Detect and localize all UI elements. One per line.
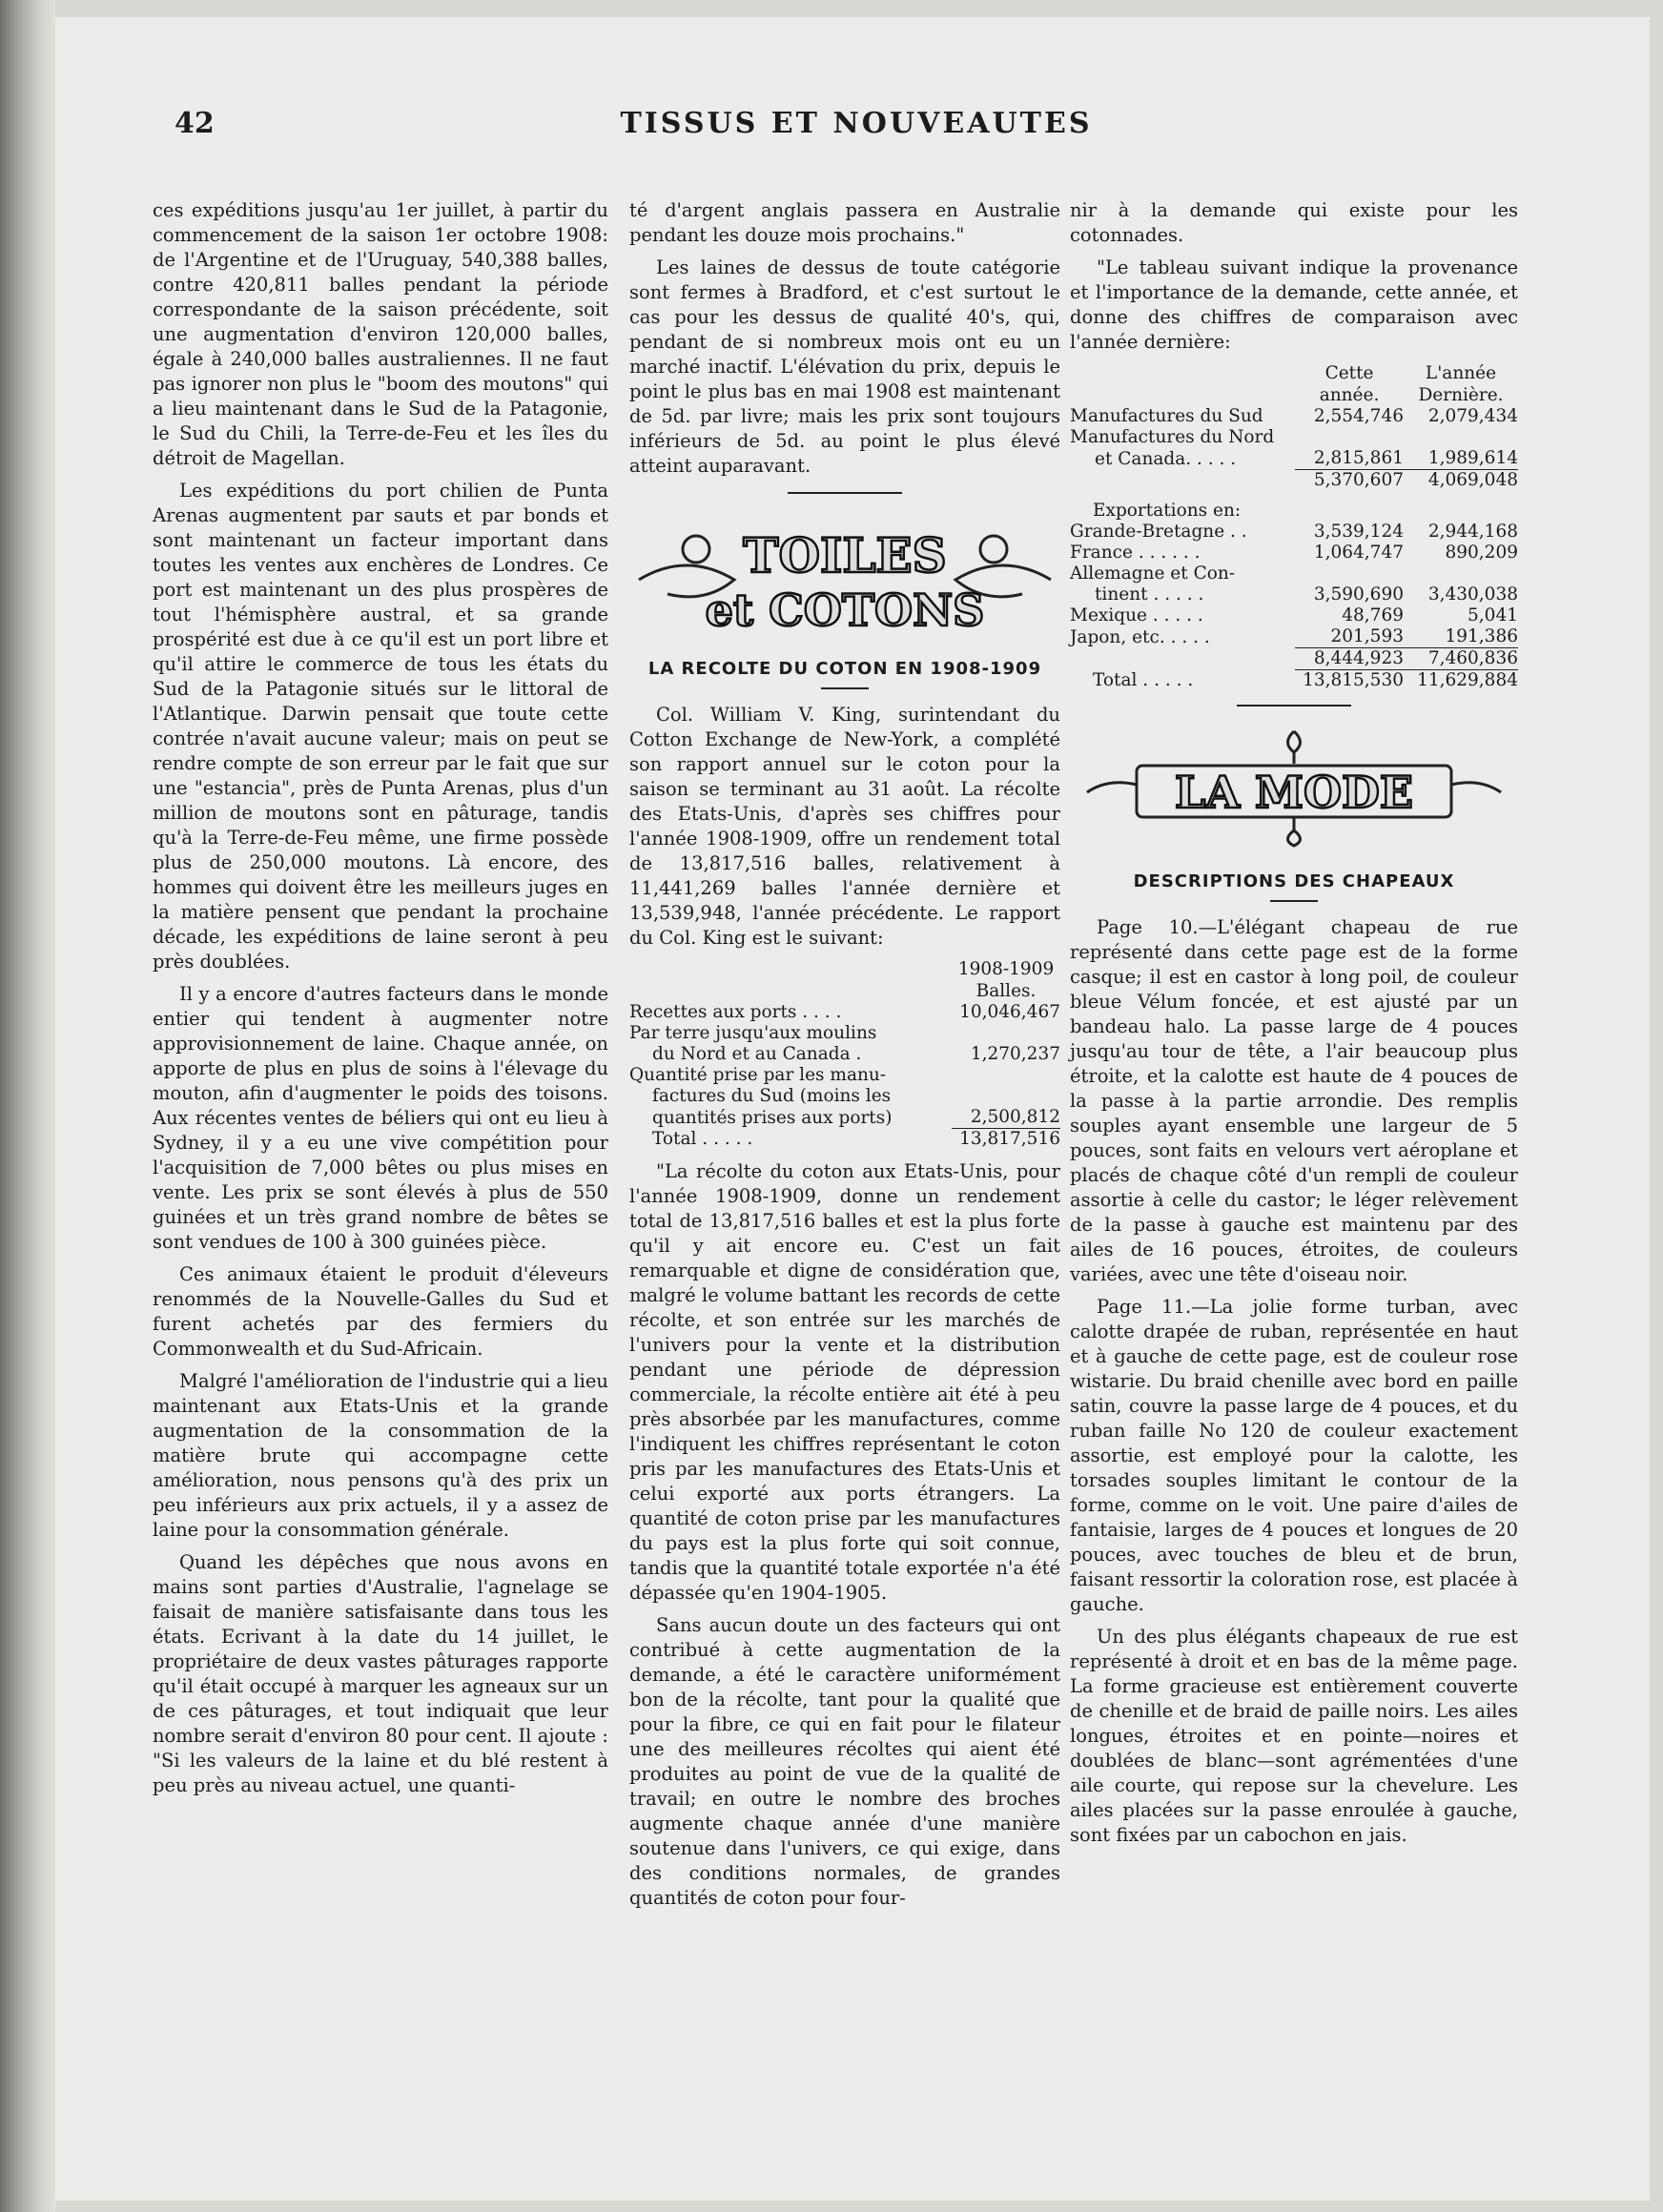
table-header: L'année xyxy=(1425,363,1497,383)
section-heading: LA RECOLTE DU COTON EN 1908-1909 xyxy=(647,659,1042,679)
table-row: Mexique . . . . . 48,769 5,041 xyxy=(1070,605,1518,625)
ornament-top xyxy=(1288,731,1301,752)
column-1 xyxy=(153,198,608,1806)
table-row: factures du Sud (moins les xyxy=(652,1086,892,1106)
flower-ornament-left xyxy=(683,536,709,563)
section-heading: DESCRIPTIONS DES CHAPEAUX xyxy=(1133,871,1455,891)
cotton-harvest-table xyxy=(629,958,1060,1150)
ornament-bottom xyxy=(1288,830,1301,846)
table-row: Manufactures du Sud 2,554,746 2,079,434 xyxy=(1070,406,1518,426)
divider xyxy=(1270,900,1318,902)
paragraph: té d'argent anglais passera en Australie pendant les douze mois prochains." xyxy=(629,199,1060,246)
column-3 xyxy=(1070,198,1518,1855)
table-row: tinent . . . . . 3,590,690 3,430,038 xyxy=(1095,584,1518,604)
flower-ornament-right xyxy=(980,536,1007,563)
paragraph: Malgré l'amélioration de l'industrie qui a lieu maintenant aux Etats-Unis et la grande augmentation de la consommation de la matière brute qui accompagne cette amélioration, nous pensons qu'à des prix un peu inférieurs aux prix actuels, il y a assez de laine pour la consommation générale. xyxy=(153,1370,608,1541)
divider xyxy=(821,687,869,689)
divider xyxy=(1237,705,1351,707)
cotton-demand-table xyxy=(1070,362,1518,691)
toiles-et-cotons-banner xyxy=(629,513,1060,635)
paragraph: Ces animaux étaient le produit d'éleveurs renommés de la Nouvelle-Galles du Sud et furent achetés par des fermiers du Commonwealth et du Sud-Africain. xyxy=(153,1263,608,1360)
banner-line-1: TOILES xyxy=(743,527,947,584)
paragraph: nir à la demande qui existe pour les cotonnades. xyxy=(1070,199,1518,246)
table-row: Exportations en: xyxy=(1093,501,1242,521)
page-header xyxy=(175,107,1538,164)
table-row: Allemagne et Con- xyxy=(1070,563,1236,584)
table-row: Par terre jusqu'aux moulins xyxy=(629,1023,877,1043)
table-row: Grande-Bretagne . . 3,539,124 2,944,168 xyxy=(1070,522,1518,542)
paragraph: "Le tableau suivant indique la provenance et l'importance de la demande, cette année, et donne des chiffres de comparaison avec l'année dernière: xyxy=(1070,256,1518,353)
table-row: et Canada. . . . . 2,815,861 1,989,614 xyxy=(1095,448,1518,469)
table-total-row: Total . . . . . 13,817,516 xyxy=(652,1129,1060,1149)
banner-line-2: et COTONS xyxy=(705,584,985,635)
table-subtotal-row: 8,444,923 7,460,836 xyxy=(1070,648,1518,670)
scan-binding-edge xyxy=(0,0,55,2212)
table-header: 1908-1909 xyxy=(957,959,1055,979)
table-row: France . . . . . . 1,064,747 890,209 xyxy=(1070,543,1518,563)
table-row: Recettes aux ports . . . . 10,046,467 xyxy=(629,1002,1060,1022)
column-2 xyxy=(629,198,1060,1918)
paragraph: Quand les dépêches que nous avons en mains sont parties d'Australie, l'agnelage se faisait de manière satisfaisante dans tous les états. Ecrivant à la date du 14 juillet, le propriétaire de deux vastes pâturages rapporte qu'il était occupé à marquer les agneaux sur un de ces pâturages, et tout indiquait que leur nombre serait d'environ 80 pour cent. Il ajoute : "Si les valeurs de la laine et du blé restent à peu près au niveau actuel, une quanti- xyxy=(153,1551,608,1796)
table-row: quantités prises aux ports) 2,500,812 xyxy=(652,1107,1060,1128)
paragraph: Il y a encore d'autres facteurs dans le monde entier qui tendent à augmenter notre approvisionnement de laine. Chaque année, on apporte de plus en plus de soins à l'élevage du mouton, afin d'augmenter le poids des toisons. Aux récentes ventes de béliers qui ont eu lieu à Sydney, il y a eu une vive compétition pour l'acquisition de 7,000 bêtes ou plus mises en vente. Les prix se sont élevés à plus de 550 guinées et un très grand nombre de bêtes se sont vendues de 100 à 300 guinées pièce. xyxy=(153,983,608,1253)
table-row: Manufactures du Nord xyxy=(1070,427,1275,447)
table-row: du Nord et au Canada . 1,270,237 xyxy=(652,1044,1060,1064)
running-title: TISSUS ET NOUVEAUTES xyxy=(620,107,1093,140)
table-row: Quantité prise par les manu- xyxy=(629,1065,887,1085)
table-header: Cette xyxy=(1324,363,1374,383)
table-header: Dernière. xyxy=(1418,385,1504,405)
paragraph: Sans aucun doute un des facteurs qui ont contribué à cette augmentation de la demande, a été le caractère uniformément bon de la récolte, tant pour la qualité que pour la fibre, ce qui en fait pour le filateur une des meilleures récoltes qui aient été produites au point de vue de la qualité de travail; en outre le nombre des broches augmente chaque année d'une manière soutenue dans l'univers, ce qui exige, dans des conditions normales, de grandes quantités de coton pour four- xyxy=(629,1614,1060,1909)
table-header: Balles. xyxy=(975,981,1037,1001)
table-row: Japon, etc. . . . . 201,593 191,386 xyxy=(1070,626,1518,647)
paragraph: Les laines de dessus de toute catégorie sont fermes à Bradford, et c'est surtout le cas pour les dessus de qualité 40's, qui, pendant de si nombreux mois ont eu un marché inactif. L'élévation du prix, depuis le point le plus bas en mai 1908 est maintenant de 5d. par livre; mais les prix sont toujours inférieurs de 5d. au point le plus élevé atteint auparavant. xyxy=(629,256,1060,477)
la-mode-banner xyxy=(1070,726,1518,848)
paragraph: Un des plus élégants chapeaux de rue est représenté à droit et en bas de la même page. La forme gracieuse est entièrement couverte de chenille et de braid de paille noirs. Les ailes longues, étroites et en pointe—noires et doublées de blanc—sont agrémentées d'une aile courte, qui repose sur la chevelure. Les ailes placées sur la passe enroulée à gauche, sont fixées par un cabochon en jais. xyxy=(1070,1626,1518,1846)
paragraph: Page 11.—La jolie forme turban, avec calotte drapée de ruban, représentée en haut et à gauche de cette page, est de couleur rose wistarie. Du braid chenille avec bord en paille satin, couvre la passe large de 4 pouces, et du ruban faille No 120 de couleur exactement assortie, est employé pour la calotte, les torsades souples limitant le contour de la forme, comme on le voit. Une paire d'ailes de fantaisie, larges de 4 pouces et longues de 20 pouces, avec touches de bleu et de brun, faisant ressortir la coloration rose, est placée à gauche. xyxy=(1070,1296,1518,1615)
divider xyxy=(788,492,902,494)
paragraph: Page 10.—L'élégant chapeau de rue représenté dans cette page est de la forme casque; il est en castor à long poil, de couleur bleue Vélum foncée, et est ajusté par un bandeau halo. La passe large de 4 pouces jusqu'au tour de tête, a l'air beaucoup plus étroite, et la calotte est haute de 4 pouces de la passe à la partie arrondie. Des remplis souples ayant ensemble une largeur de 5 pouces, sont faits en velours vert aéroplane et placés de chaque côté d'un rempli de couleur assortie à celle du castor; le léger relèvement de la passe à gauche est maintenu par des ailes de 16 pouces, étroites, de couleurs variées, avec une tête d'oiseau noir. xyxy=(1070,916,1518,1285)
table-header: année. xyxy=(1319,385,1380,405)
table-total-row: Total . . . . . 13,815,530 11,629,884 xyxy=(1093,670,1518,690)
paragraph: Les expéditions du port chilien de Punta Arenas augmentent par sauts et par bonds et sont maintenant un facteur important dans toutes les ventes aux enchères de Londres. Ce port est maintenant un des plus prospères de tout l'hémisphère austral, et sa grande prospérité est due à ce qu'il est un port libre et qu'il attire le commerce de tous les états du Sud de la Patagonie situés sur le littoral de l'Atlantique. Darwin pensait que toute cette contrée n'avait aucune valeur; mais on peut se rendre compte de son erreur par le fait que sur une "estancia", près de Punta Arenas, plus d'un million de moutons sont en pâturage, tandis qu'à la Terre-de-Feu même, une firme possède plus de 250,000 moutons. Là encore, des hommes qui doivent être les meilleurs juges en la matière pensent que pendant la prochaine décade, les expéditions de laine seront à peu près doublées. xyxy=(153,480,608,973)
paragraph: "La récolte du coton aux Etats-Unis, pour l'année 1908-1909, donne un rendement total de 13,817,516 balles et est la plus forte qu'il y ait encore eu. C'est un fait remarquable et digne de considération que, malgré le volume battant les records de cette récolte, et son entrée sur les marchés de l'univers pour la vente et la distribution pendant une période de dépression commerciale, la récolte entière ait été à peu près absorbée par les manufactures, comme l'indiquent les chiffres représentant le coton pris par les manufactures des Etats-Unis et celui exporté aux ports étrangers. La quantité de coton prise par les manufactures du pays est la plus forte qui soit connue, tandis que la quantité totale exportée n'a été dépassée qu'en 1904-1905. xyxy=(629,1160,1060,1604)
banner-title: LA MODE xyxy=(1175,767,1413,818)
page-number: 42 xyxy=(175,107,215,140)
paragraph: Col. William V. King, surintendant du Cotton Exchange de New-York, a complété son rapport annuel sur le coton pour la saison se terminant au 31 août. La récolte des Etats-Unis, d'après ses chiffres pour l'année 1908-1909, offre un rendement total de 13,817,516 balles, relativement à 11,441,269 balles l'année dernière et 13,539,948, l'année précédente. Le rapport du Col. King est le suivant: xyxy=(629,704,1060,949)
paragraph: ces expéditions jusqu'au 1er juillet, à partir du commencement de la saison 1er octobre 1908: de l'Argentine et de l'Uruguay, 540,388 balles, contre 420,811 balles pendant la période correspondante de la saison précédente, soit une augmentation d'environ 120,000 balles, égale à 240,000 balles australiennes. Il ne faut pas ignorer non plus le "boom des moutons" qui a lieu maintenant dans le Sud de la Patagonie, le Sud du Chili, la Terre-de-Feu et les îles du détroit de Magellan. xyxy=(153,199,608,469)
table-subtotal-row: 5,370,607 4,069,048 xyxy=(1070,470,1518,492)
